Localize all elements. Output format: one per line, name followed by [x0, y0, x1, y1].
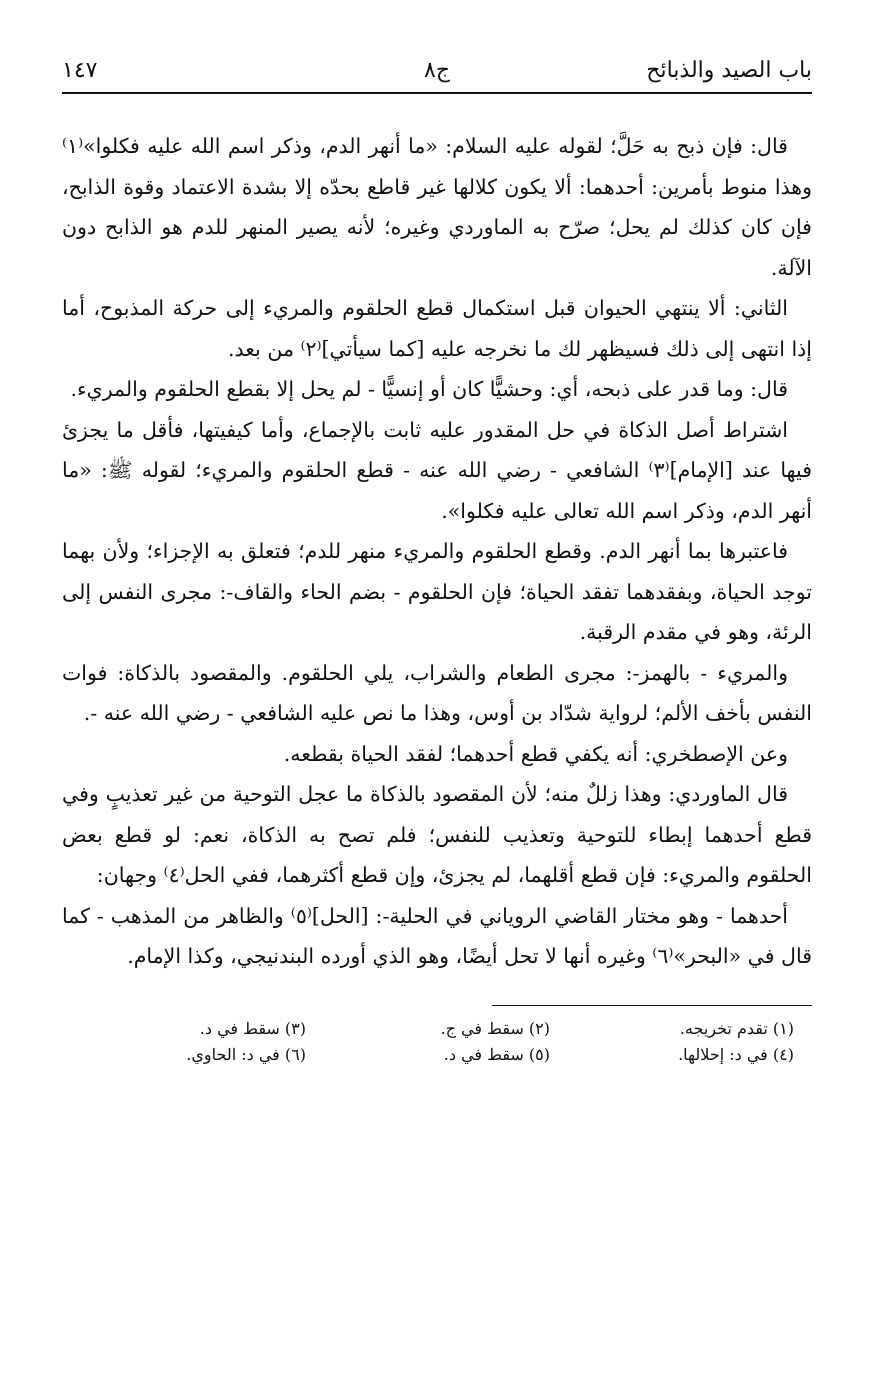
footnote: (٦) في د: الحاوي. — [186, 1044, 306, 1064]
footnote: (٥) سقط في د. — [443, 1044, 550, 1064]
paragraph: قال: وما قدر على ذبحه، أي: وحشيًّا كان أو إنسيًّا - لم يحل إلا بقطع الحلقوم والمريء. — [70, 377, 788, 401]
paragraph: والمريء - بالهمز-: مجرى الطعام والشراب، يلي الحلقوم. والمقصود بالذكاة: فوات النفس بأخف الألم؛ لرواية شدّاد بن أوس، وهذا ما نص عليه الشافعي - رضي الله عنه -. — [62, 660, 812, 725]
paragraph: فاعتبرها بما أنهر الدم. وقطع الحلقوم والمريء منهر للدم؛ فتعلق به الإجزاء؛ ولأن بهما توجد الحياة، وبفقدهما تفقد الحياة؛ فإن الحلقوم - بضم الحاء والقاف-: مجرى النفس إلى الرئة، وهو في مقدم الرقبة. — [62, 539, 812, 644]
chapter-title: باب الصيد والذبائح — [646, 58, 812, 83]
running-header — [62, 52, 812, 94]
paragraph: قال الماوردي: وهذا زللٌ منه؛ لأن المقصود بالذكاة ما عجل التوحية من غير تعذيبٍ وفي قطع أحدهما إبطاء للتوحية وتعذيب للنفس؛ فلم تصح به الذكاة، نعم: لو قطع بعض الحلقوم والمريء: فإن قطع أقلهما، لم يجزئ، وإن قطع أكثرهما، ففي الحل⁽٤⁾ وجهان: — [62, 782, 812, 887]
paragraph: الثاني: ألا ينتهي الحيوان قبل استكمال قطع الحلقوم والمريء إلى حركة المذبوح، أما إذا انتهى إلى ذلك فسيظهر لك ما نخرجه عليه [كما سيأتي]⁽٢⁾ من بعد. — [62, 296, 812, 361]
book-page — [62, 52, 812, 1068]
paragraph: وعن الإصطخري: أنه يكفي قطع أحدهما؛ لفقد الحياة بقطعه. — [283, 741, 788, 766]
paragraph: اشتراط أصل الذكاة في حل المقدور عليه ثابت بالإجماع، وأما كيفيتها، فأقل ما يجزئ فيها عند [الإمام]⁽٣⁾ الشافعي - رضي الله عنه - قطع الحلقوم والمريء؛ لقوله ﷺ: «ما أنهر الدم، وذكر اسم الله تعالى عليه فكلوا». — [62, 417, 812, 523]
footnote: (٤) في د: إحلالها. — [678, 1044, 794, 1064]
footnote: (٣) سقط في د. — [199, 1018, 306, 1038]
footnote: (١) تقدم تخريجه. — [679, 1018, 794, 1038]
volume-label: ج٨ — [423, 58, 451, 83]
footnotes — [62, 1005, 812, 1068]
main-text — [62, 126, 812, 977]
paragraph: قال: فإن ذبح به حَلَّ؛ لقوله عليه السلام: «ما أنهر الدم، وذكر اسم الله عليه فكلوا»⁽١⁾ وهذا منوط بأمرين: أحدهما: ألا يكون كلالها غير قاطع بحدّه إلا بشدة الاعتماد وقوة الذابح، فإن كان كذلك لم يحل؛ صرّح به الماوردي وغيره؛ لأنه يصير المنهر للدم هو الذابح دون الآلة. — [62, 134, 812, 280]
footnote-divider — [492, 1005, 812, 1006]
paragraph: أحدهما - وهو مختار القاضي الروياني في الحلية-: [الحل]⁽٥⁾ والظاهر من المذهب - كما قال في «البحر»⁽٦⁾ وغيره أنها لا تحل أيضًا، وهو الذي أورده البندنيجي، وكذا الإمام. — [62, 903, 812, 968]
footnote: (٢) سقط في ج. — [440, 1018, 550, 1038]
page-number: ١٤٧ — [62, 58, 98, 83]
